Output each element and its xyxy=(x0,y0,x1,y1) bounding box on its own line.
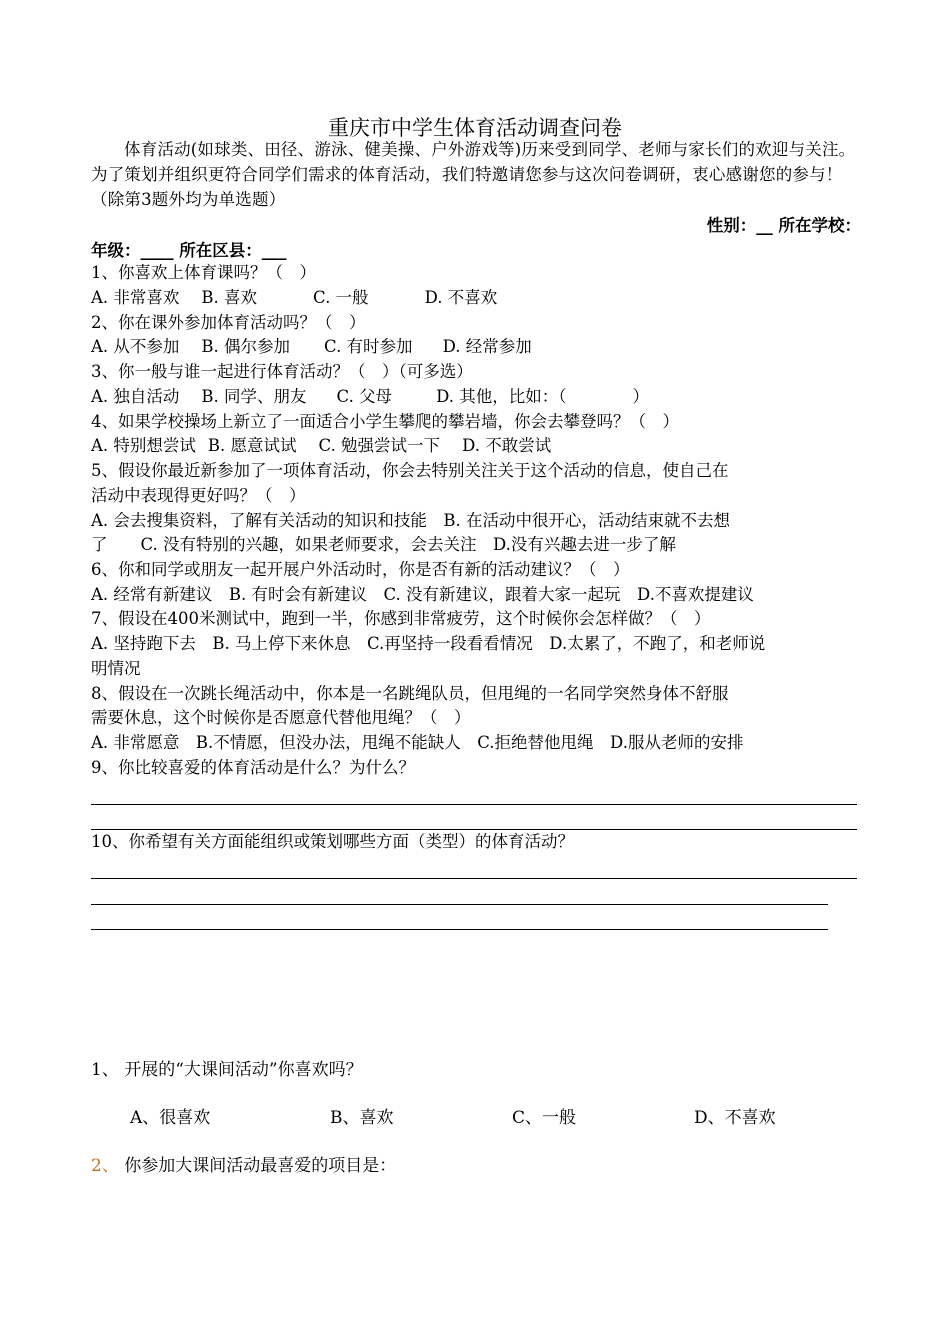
question-6: 6、你和同学或朋友一起开展户外活动时，你是否有新的活动建议？（ ） xyxy=(91,560,630,579)
second-q1-option-b: B、喜欢 xyxy=(330,1108,394,1128)
option: C. 父母 xyxy=(336,387,393,406)
answer-line xyxy=(91,804,857,805)
second-q1-option-d: D、不喜欢 xyxy=(694,1108,776,1128)
question-text: 你参加大课间活动最喜爱的项目是： xyxy=(118,1156,397,1176)
answer-line xyxy=(91,929,828,930)
question-4-options xyxy=(91,434,831,459)
question-1-options xyxy=(91,286,831,311)
question-5-options-line-1: A. 会去搜集资料，了解有关活动的知识和技能 B. 在活动中很开心，活动结束就不去想 xyxy=(91,511,731,530)
question-7: 7、假设在400米测试中，跑到一半，你感到非常疲劳，这个时候你会怎样做？（ ） xyxy=(91,609,711,628)
gender-school-fields: 性别：__ 所在学校： xyxy=(706,216,861,235)
question-6-options: A. 经常有新建议 B. 有时会有新建议 C. 没有新建议，跟着大家一起玩 D.不喜欢提建议 xyxy=(91,585,754,604)
option: C. 勉强尝试一下 xyxy=(318,436,441,455)
grade-district-fields: 年级：____ 所在区县：___ xyxy=(91,241,287,260)
option: A. 特别想尝试 xyxy=(91,436,196,455)
option: D. 不敢尝试 xyxy=(462,436,552,455)
option: D. 其他，比如：（ ） xyxy=(436,387,649,406)
second-q1-option-a: A、很喜欢 xyxy=(130,1108,211,1128)
question-9: 9、你比较喜爱的体育活动是什么？为什么？ xyxy=(91,758,415,777)
question-5-line-2: 活动中表现得更好吗？（ ） xyxy=(91,486,306,505)
option: B. 偶尔参加 xyxy=(201,337,291,356)
second-q1-option-c: C、一般 xyxy=(512,1108,577,1128)
survey-intro: 体育活动(如球类、田径、游泳、健美操、户外游戏等)历来受到同学、老师与家长们的欢迎与关注。为了策划并组织更符合同学们需求的体育活动，我们特邀请您参与这次问卷调研，衷心感谢您的参与！（除第3题外均为单选题） xyxy=(91,140,856,209)
option: D. 经常参加 xyxy=(442,337,532,356)
answer-line xyxy=(91,904,828,905)
option: C. 有时参加 xyxy=(324,337,413,356)
question-2-options xyxy=(91,335,831,360)
option: D. 不喜欢 xyxy=(424,288,498,307)
question-8-line-1: 8、假设在一次跳长绳活动中，你本是一名跳绳队员，但甩绳的一名同学突然身体不舒服 xyxy=(91,684,729,703)
question-3: 3、你一般与谁一起进行体育活动？（ ）（可多选） xyxy=(91,362,473,381)
question-5-line-1: 5、假设你最近新参加了一项体育活动，你会去特别关注关于这个活动的信息，使自己在 xyxy=(91,461,729,480)
question-2: 2、你在课外参加体育活动吗？（ ） xyxy=(91,313,366,332)
option: B. 同学、朋友 xyxy=(201,387,307,406)
option: A. 非常喜欢 xyxy=(91,288,180,307)
question-number: 2、 xyxy=(91,1156,119,1176)
option: A. 从不参加 xyxy=(91,337,180,356)
question-5-options-line-2: 了 C. 没有特别的兴趣，如果老师要求，会去关注 D.没有兴趣去进一步了解 xyxy=(91,535,676,554)
second-question-2 xyxy=(91,1151,396,1176)
question-4: 4、如果学校操场上新立了一面适合小学生攀爬的攀岩墙，你会去攀登吗？（ ） xyxy=(91,412,679,431)
option: A. 独自活动 xyxy=(91,387,180,406)
question-1: 1、你喜欢上体育课吗？（ ） xyxy=(91,263,316,282)
question-7-options-line-2: 明情况 xyxy=(91,659,141,678)
option: C. 一般 xyxy=(313,288,369,307)
question-8-options: A. 非常愿意 B.不情愿，但没办法，甩绳不能缺人 C.拒绝替他甩绳 D.服从老师的安排 xyxy=(91,733,744,752)
survey-title: 重庆市中学生体育活动调查问卷 xyxy=(328,116,622,140)
question-7-options-line-1: A. 坚持跑下去 B. 马上停下来休息 C.再坚持一段看看情况 D.太累了，不跑了，和老师说 xyxy=(91,634,766,653)
question-10: 10、你希望有关方面能组织或策划哪些方面（类型）的体育活动？ xyxy=(91,832,574,851)
second-question-1: 1、 开展的“大课间活动”你喜欢吗？ xyxy=(91,1060,363,1080)
question-8-line-2: 需要休息，这个时候你是否愿意代替他甩绳？（ ） xyxy=(91,708,471,727)
answer-line xyxy=(91,878,857,879)
option: B. 喜欢 xyxy=(201,288,258,307)
question-3-options xyxy=(91,385,831,410)
option: B. 愿意试试 xyxy=(207,436,297,455)
